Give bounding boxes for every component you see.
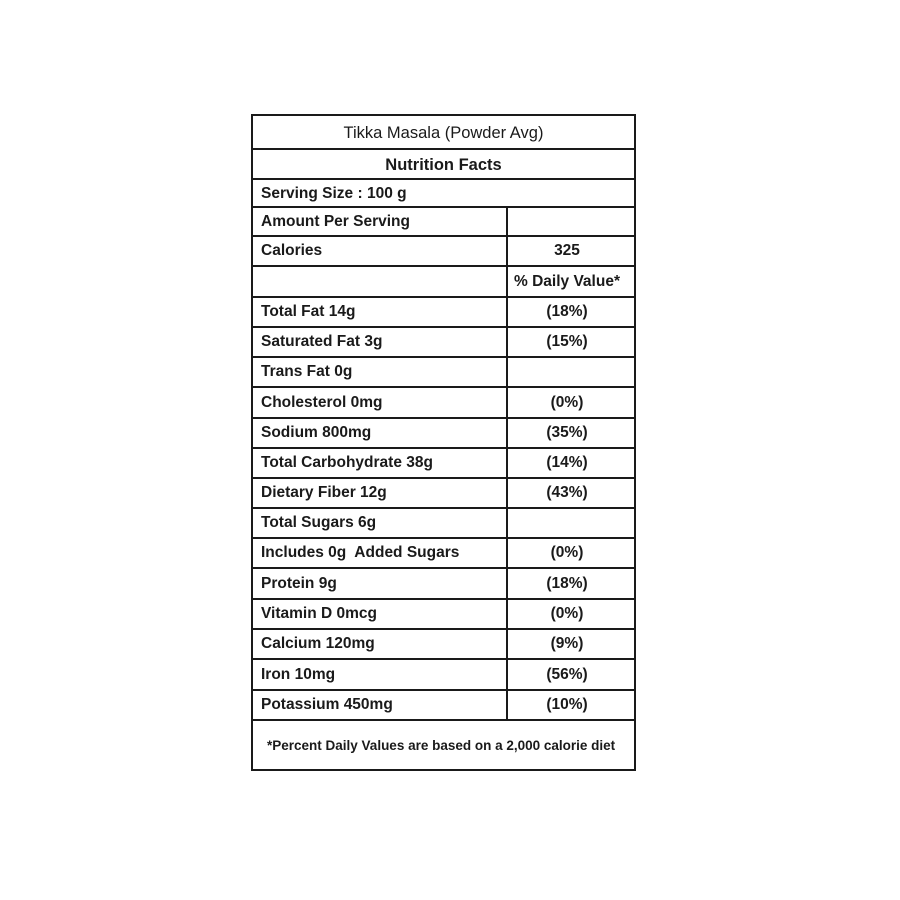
nutrient-daily-value: (43%): [546, 484, 588, 501]
nutrient-name: Includes 0g Added Sugars: [253, 539, 508, 567]
nutrient-name: Saturated Fat 3g: [253, 328, 508, 356]
nutrient-row: [253, 691, 634, 721]
nutrition-facts-header-row: [253, 150, 634, 180]
nutrient-name: Iron 10mg: [253, 660, 508, 689]
product-title: Tikka Masala (Powder Avg): [343, 123, 544, 142]
nutrient-name: Vitamin D 0mcg: [253, 600, 508, 628]
calories-row: [253, 237, 634, 267]
serving-size-row: [253, 180, 634, 208]
nutrient-daily-value: (9%): [550, 635, 584, 652]
nutrient-daily-value: [508, 358, 634, 386]
nutrient-row: [253, 358, 634, 388]
nutrient-daily-value: (0%): [550, 393, 584, 411]
footnote: *Percent Daily Values are based on a 2,000 calorie diet: [267, 737, 616, 753]
nutrient-name: Total Carbohydrate 38g: [253, 449, 508, 477]
amount-per-serving-label: Amount Per Serving: [253, 208, 508, 235]
nutrient-daily-value: (35%): [546, 424, 588, 441]
nutrient-name: Sodium 800mg: [253, 419, 508, 447]
nutrient-row: [253, 600, 634, 630]
nutrient-row: [253, 449, 634, 479]
nutrient-row: [253, 539, 634, 569]
nutrient-name: Potassium 450mg: [253, 691, 508, 719]
nutrient-row: [253, 479, 634, 509]
nutrient-name: Total Sugars 6g: [253, 509, 508, 537]
nutrient-row: [253, 388, 634, 419]
nutrient-name: Cholesterol 0mg: [253, 388, 508, 417]
nutrient-row: [253, 660, 634, 691]
nutrient-name: Total Fat 14g: [253, 298, 508, 326]
nutrient-name: Trans Fat 0g: [253, 358, 508, 386]
amount-per-serving-row: [253, 208, 634, 237]
nutrient-daily-value: (18%): [546, 574, 588, 592]
nutrient-daily-value: (14%): [546, 454, 588, 471]
nutrient-row: [253, 419, 634, 449]
nutrient-row: [253, 328, 634, 358]
nutrient-daily-value: (15%): [546, 333, 588, 350]
calories-value: 325: [554, 242, 580, 259]
nutrient-name: Calcium 120mg: [253, 630, 508, 658]
nutrition-label: [251, 114, 636, 771]
nutrient-name: Dietary Fiber 12g: [253, 479, 508, 507]
nutrient-daily-value: (10%): [546, 696, 588, 713]
nutrient-daily-value: (56%): [546, 665, 588, 683]
nutrient-row: [253, 569, 634, 600]
nutrient-name: Protein 9g: [253, 569, 508, 598]
footnote-row: [253, 721, 634, 769]
product-title-row: [253, 116, 634, 150]
nutrient-daily-value: (0%): [550, 544, 584, 561]
nutrient-row: [253, 630, 634, 660]
nutrient-daily-value: (18%): [546, 303, 588, 320]
daily-value-header-row: [253, 267, 634, 298]
nutrient-row: [253, 298, 634, 328]
nutrient-daily-value: [508, 509, 634, 537]
serving-size: Serving Size : 100 g: [261, 185, 407, 202]
daily-value-header-spacer: [253, 267, 508, 296]
nutrition-facts-header: Nutrition Facts: [385, 155, 502, 174]
calories-label: Calories: [253, 237, 508, 265]
nutrient-row: [253, 509, 634, 539]
daily-value-header: % Daily Value*: [514, 272, 620, 290]
amount-per-serving-value: [508, 208, 634, 235]
nutrient-daily-value: (0%): [550, 605, 584, 622]
